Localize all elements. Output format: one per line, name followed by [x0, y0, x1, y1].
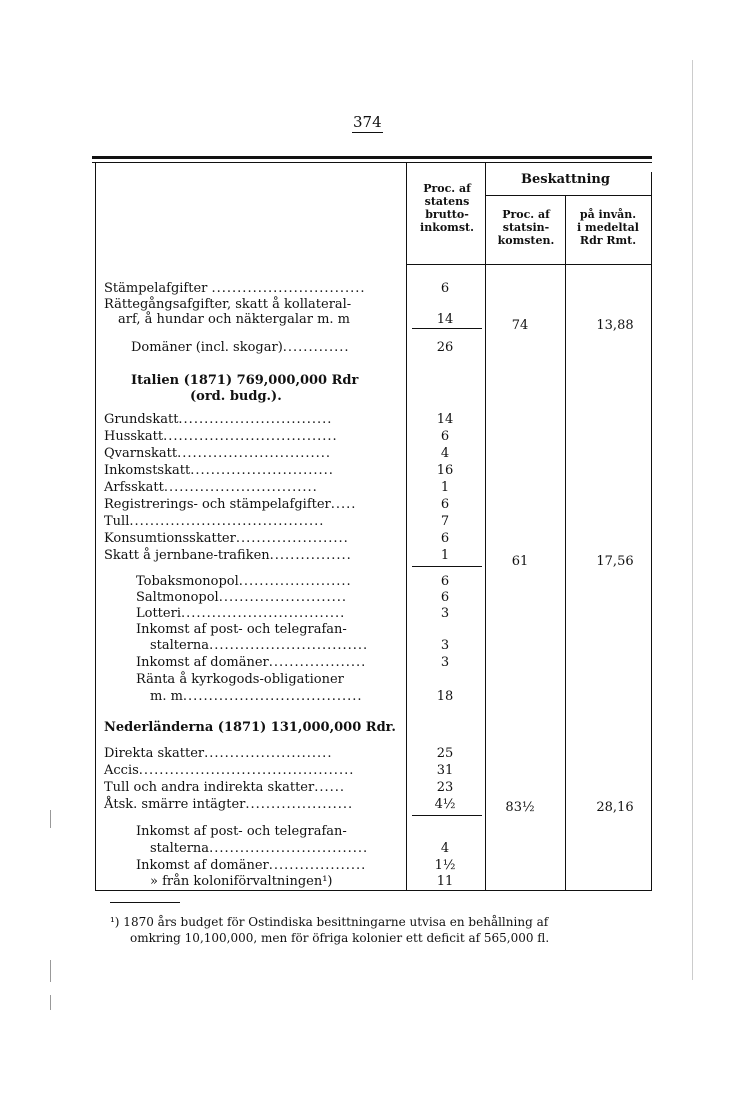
row-value: 1½ — [434, 858, 456, 873]
header-pa-invan — [567, 208, 649, 247]
label-text: Skatt å jernbane-trafiken — [104, 548, 270, 563]
label-text: Tull och andra indirekta skatter — [104, 780, 315, 795]
label-text: Inkomst af domäner — [136, 655, 269, 670]
subtotal-rule — [412, 566, 482, 567]
label-text: m. m — [150, 689, 183, 704]
header-line: Proc. af — [502, 208, 550, 221]
label-text: Inkomst af domäner — [136, 858, 269, 873]
scan-edge-mark — [50, 960, 51, 982]
row-label — [131, 340, 350, 355]
label-text: Qvarnskatt — [104, 446, 178, 461]
row-value: 4½ — [434, 797, 456, 812]
row-label: Inkomst af post- och telegrafan- — [136, 824, 347, 839]
row-label — [150, 689, 363, 704]
top-rule-thick — [92, 156, 652, 159]
label-text: Grundskatt — [104, 412, 179, 427]
row-label — [104, 412, 332, 427]
leader-dots: ...................... — [235, 531, 349, 546]
proc-statsin-value: 61 — [511, 554, 529, 569]
label-text: Lotteri — [136, 606, 181, 621]
row-label — [104, 429, 338, 444]
label-text: Registrerings- och stämpelafgifter — [104, 497, 331, 512]
section-subheading-italy: (ord. budg.). — [190, 389, 282, 404]
leader-dots: ...................... — [238, 574, 352, 589]
proc-statsin-value: 83½ — [505, 800, 535, 815]
leader-dots: ......................... — [218, 590, 348, 605]
leader-dots: .............................. — [177, 446, 332, 461]
row-label: Ränta å kyrkogods-obligationer — [136, 672, 344, 687]
col-divider-labels — [406, 163, 407, 890]
header-line: Rdr Rmt. — [579, 234, 637, 247]
row-label — [104, 514, 324, 529]
label-text: Direkta skatter — [104, 746, 205, 761]
row-label — [150, 638, 368, 653]
leader-dots: ................................ — [180, 606, 346, 621]
leader-dots: ................... — [268, 655, 367, 670]
row-value: 25 — [436, 746, 454, 761]
row-value: 1 — [440, 480, 450, 495]
leader-dots: ...... — [314, 780, 345, 795]
row-label — [104, 281, 366, 296]
section-heading-netherlands: Nederländerna (1871) 131,000,000 Rdr. — [104, 720, 396, 735]
leader-dots: ...................................... — [129, 514, 325, 529]
label-text: Tobaksmonopol — [136, 574, 239, 589]
footnote-line: ¹) 1870 års budget för Ostindiska besittningarne utvisa en behållning af — [110, 915, 549, 929]
header-bottom-rule — [406, 264, 651, 265]
table-left-border — [95, 163, 96, 890]
row-label — [104, 463, 334, 478]
table-bottom-rule — [95, 890, 652, 891]
footnote-line: omkring 10,100,000, men för öfriga kolonier ett deficit af 565,000 fl. — [130, 931, 550, 945]
row-label — [136, 606, 345, 621]
row-label — [104, 763, 354, 778]
leader-dots: .............................. — [178, 412, 333, 427]
row-value: 7 — [440, 514, 450, 529]
label-text: Stämpelafgifter — [104, 281, 208, 296]
label-text: Inkomstskatt — [104, 463, 191, 478]
pa-invan-value: 17,56 — [596, 554, 634, 569]
table-right-border — [651, 172, 652, 890]
row-value: 26 — [436, 340, 454, 355]
section-heading-italy: Italien (1871) 769,000,000 Rdr — [131, 373, 359, 388]
row-value: 23 — [436, 780, 454, 795]
leader-dots: .............................. — [163, 480, 318, 495]
col-divider-beskattning — [565, 196, 566, 890]
leader-dots: ............................... — [209, 841, 369, 856]
label-text: Tull — [104, 514, 130, 529]
row-value: 11 — [436, 874, 454, 889]
header-line: i medeltal — [577, 221, 639, 234]
leader-dots: ................................... — [182, 689, 363, 704]
row-label — [104, 548, 352, 563]
row-label: Inkomst af post- och telegrafan- — [136, 622, 347, 637]
label-text: stalterna — [150, 841, 210, 856]
beskattning-underline — [486, 195, 651, 196]
label-text: Saltmonopol — [136, 590, 219, 605]
leader-dots: ................ — [269, 548, 352, 563]
header-line: statsin- — [502, 221, 550, 234]
leader-dots: ............................... — [209, 638, 369, 653]
row-value: 31 — [436, 763, 454, 778]
label-text: Domäner (incl. skogar) — [131, 340, 283, 355]
label-text: Arfsskatt — [104, 480, 164, 495]
header-proc-statsin — [488, 208, 564, 247]
row-value: 14 — [436, 412, 454, 427]
header-line: på invån. — [579, 208, 637, 221]
row-label — [150, 841, 368, 856]
row-value: 4 — [440, 841, 450, 856]
leader-dots: ............................ — [190, 463, 334, 478]
scan-edge-mark — [50, 810, 51, 828]
proc-statsin-value: 74 — [511, 318, 529, 333]
header-line: statens — [424, 195, 470, 208]
col-divider-proc — [485, 163, 486, 890]
row-value: 6 — [440, 574, 450, 589]
row-label — [104, 797, 353, 812]
footnote-separator — [110, 902, 180, 903]
leader-dots: ................... — [268, 858, 367, 873]
row-value: 3 — [440, 638, 450, 653]
row-value: 1 — [440, 548, 450, 563]
row-label — [104, 780, 345, 795]
row-value: 4 — [440, 446, 450, 461]
header-beskattning: Beskattning — [521, 172, 610, 187]
leader-dots: ............. — [282, 340, 350, 355]
page-edge — [692, 60, 693, 980]
label-text: Konsumtionsskatter — [104, 531, 236, 546]
row-value: 6 — [440, 590, 450, 605]
row-label — [136, 574, 352, 589]
leader-dots: .................................. — [163, 429, 338, 444]
row-label — [136, 655, 366, 670]
row-label — [104, 446, 331, 461]
leader-dots: ..... — [330, 497, 357, 512]
header-proc-brutto — [410, 182, 484, 234]
row-label — [104, 480, 318, 495]
top-rule-thin — [92, 162, 652, 163]
pa-invan-value: 28,16 — [596, 800, 634, 815]
row-label — [136, 590, 347, 605]
header-line: brutto- — [425, 208, 469, 221]
subtotal-rule — [412, 815, 482, 816]
leader-dots: ......................... — [204, 746, 333, 761]
label-text: stalterna — [150, 638, 210, 653]
row-value: 14 — [436, 312, 454, 327]
pa-invan-value: 13,88 — [596, 318, 634, 333]
row-value: 6 — [440, 497, 450, 512]
leader-dots: .......................................... — [138, 763, 355, 778]
row-label: arf, å hundar och näktergalar m. m — [118, 312, 350, 327]
label-text: Accis — [104, 763, 139, 778]
header-line: komsten. — [497, 234, 555, 247]
label-text: Husskatt — [104, 429, 164, 444]
row-label — [104, 746, 332, 761]
scan-edge-mark — [50, 995, 51, 1010]
row-value: 6 — [440, 429, 450, 444]
row-value: 16 — [436, 463, 454, 478]
row-label — [136, 858, 366, 873]
row-value: 3 — [440, 606, 450, 621]
row-label — [104, 497, 356, 512]
leader-dots: ..................... — [245, 797, 354, 812]
subtotal-rule — [412, 328, 482, 329]
row-value: 6 — [440, 281, 450, 296]
row-label: Rättegångsafgifter, skatt å kollateral- — [104, 297, 352, 312]
leader-dots: .............................. — [211, 281, 366, 296]
row-value: 6 — [440, 531, 450, 546]
row-label: » från koloniförvaltningen¹) — [150, 874, 333, 889]
header-line: inkomst. — [420, 221, 474, 234]
row-value: 3 — [440, 655, 450, 670]
label-text: Åtsk. smärre intägter — [104, 797, 246, 812]
header-line: Proc. af — [423, 182, 471, 195]
row-label — [104, 531, 349, 546]
row-value: 18 — [436, 689, 454, 704]
page-number: 374 — [353, 113, 382, 131]
